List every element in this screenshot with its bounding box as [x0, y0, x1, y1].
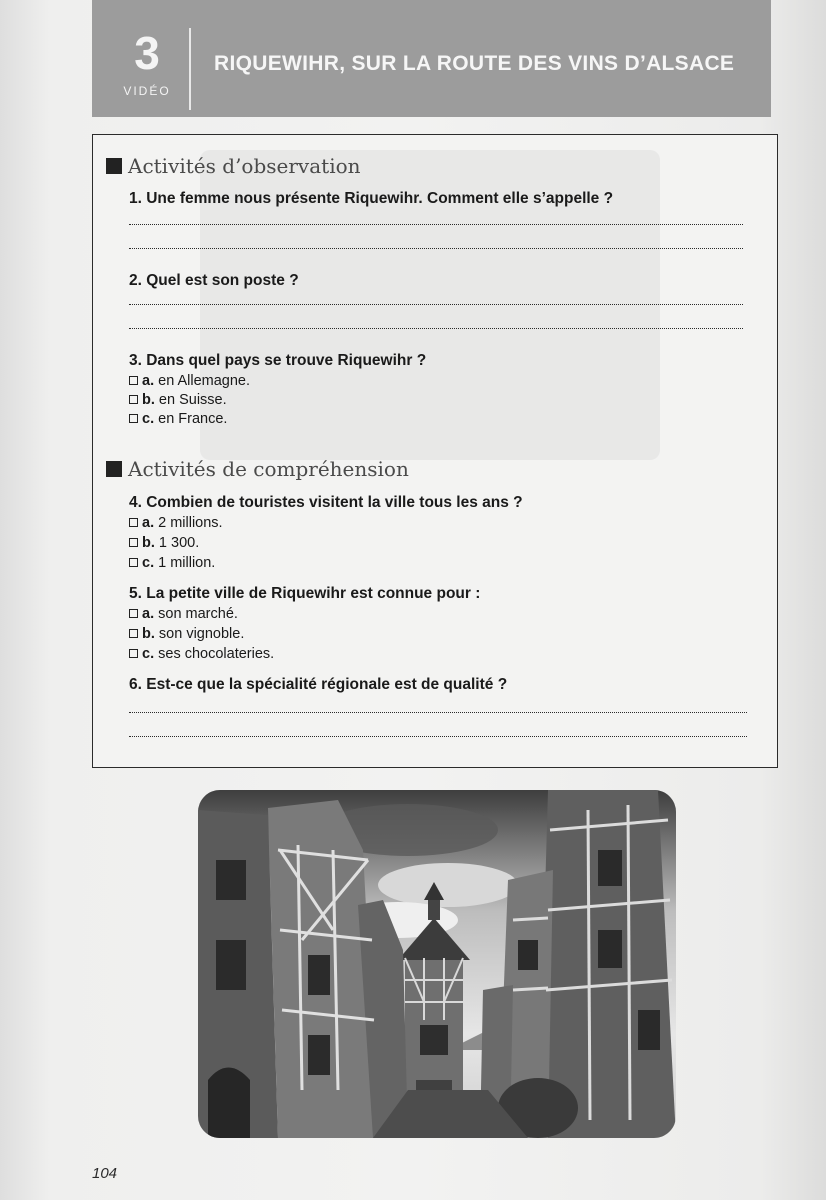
option-3c[interactable] — [129, 411, 227, 427]
square-bullet-icon — [106, 461, 122, 477]
square-bullet-icon — [106, 158, 122, 174]
question-5: 5. La petite ville de Riquewihr est connue pour : — [129, 585, 481, 602]
option-letter: a. — [142, 515, 155, 531]
street-illustration — [198, 790, 676, 1138]
option-label: ses chocolateries. — [158, 646, 275, 662]
checkbox-icon[interactable] — [129, 629, 138, 638]
answer-line-1a[interactable] — [129, 224, 743, 225]
option-label: 1 300. — [158, 535, 200, 551]
checkbox-icon[interactable] — [129, 649, 138, 658]
unit-number: 3 — [134, 27, 160, 79]
answer-line-6a[interactable] — [129, 712, 747, 713]
question-4: 4. Combien de touristes visitent la ville tous les ans ? — [129, 494, 523, 511]
unit-title: RIQUEWIHR, SUR LA ROUTE DES VINS D’ALSACE — [214, 52, 735, 75]
option-label: 1 million. — [158, 555, 216, 571]
option-3b[interactable] — [129, 392, 227, 408]
unit-type-label: VIDÉO — [123, 84, 171, 98]
question-6: 6. Est-ce que la spécialité régionale est de qualité ? — [129, 676, 508, 693]
checkbox-icon[interactable] — [129, 414, 138, 423]
answer-line-6b[interactable] — [129, 736, 747, 737]
option-label: 2 millions. — [158, 515, 223, 531]
answer-line-2b[interactable] — [129, 328, 743, 329]
answer-line-2a[interactable] — [129, 304, 743, 305]
option-4b[interactable] — [129, 535, 199, 551]
option-letter: a. — [142, 373, 155, 389]
option-letter: c. — [142, 555, 155, 571]
checkbox-icon[interactable] — [129, 518, 138, 527]
option-4a[interactable] — [129, 515, 223, 531]
section-heading-text: Activités de compréhension — [128, 457, 409, 481]
section-heading-observation — [106, 154, 361, 178]
question-1: 1. Une femme nous présente Riquewihr. Comment elle s’appelle ? — [129, 190, 614, 207]
option-label: en Allemagne. — [158, 373, 251, 389]
checkbox-icon[interactable] — [129, 558, 138, 567]
page-number: 104 — [92, 1165, 118, 1182]
section-heading-comprehension — [106, 457, 409, 481]
option-letter: b. — [142, 626, 155, 642]
checkbox-icon[interactable] — [129, 609, 138, 618]
option-label: son marché. — [158, 606, 238, 622]
question-3: 3. Dans quel pays se trouve Riquewihr ? — [129, 352, 427, 369]
option-letter: c. — [142, 646, 155, 662]
checkbox-icon[interactable] — [129, 395, 138, 404]
option-letter: c. — [142, 411, 155, 427]
option-3a[interactable] — [129, 373, 250, 389]
option-letter: a. — [142, 606, 155, 622]
option-4c[interactable] — [129, 555, 215, 571]
option-letter: b. — [142, 392, 155, 408]
option-5c[interactable] — [129, 646, 274, 662]
option-label: en France. — [158, 411, 228, 427]
riquewihr-street-photo — [198, 790, 676, 1138]
option-5a[interactable] — [129, 606, 238, 622]
option-label: en Suisse. — [158, 392, 227, 408]
option-letter: b. — [142, 535, 155, 551]
answer-line-1b[interactable] — [129, 248, 743, 249]
section-heading-text: Activités d’observation — [128, 154, 361, 178]
checkbox-icon[interactable] — [129, 538, 138, 547]
option-label: son vignoble. — [158, 626, 245, 642]
question-2: 2. Quel est son poste ? — [129, 272, 299, 289]
banner-divider — [189, 28, 191, 110]
option-5b[interactable] — [129, 626, 244, 642]
checkbox-icon[interactable] — [129, 376, 138, 385]
